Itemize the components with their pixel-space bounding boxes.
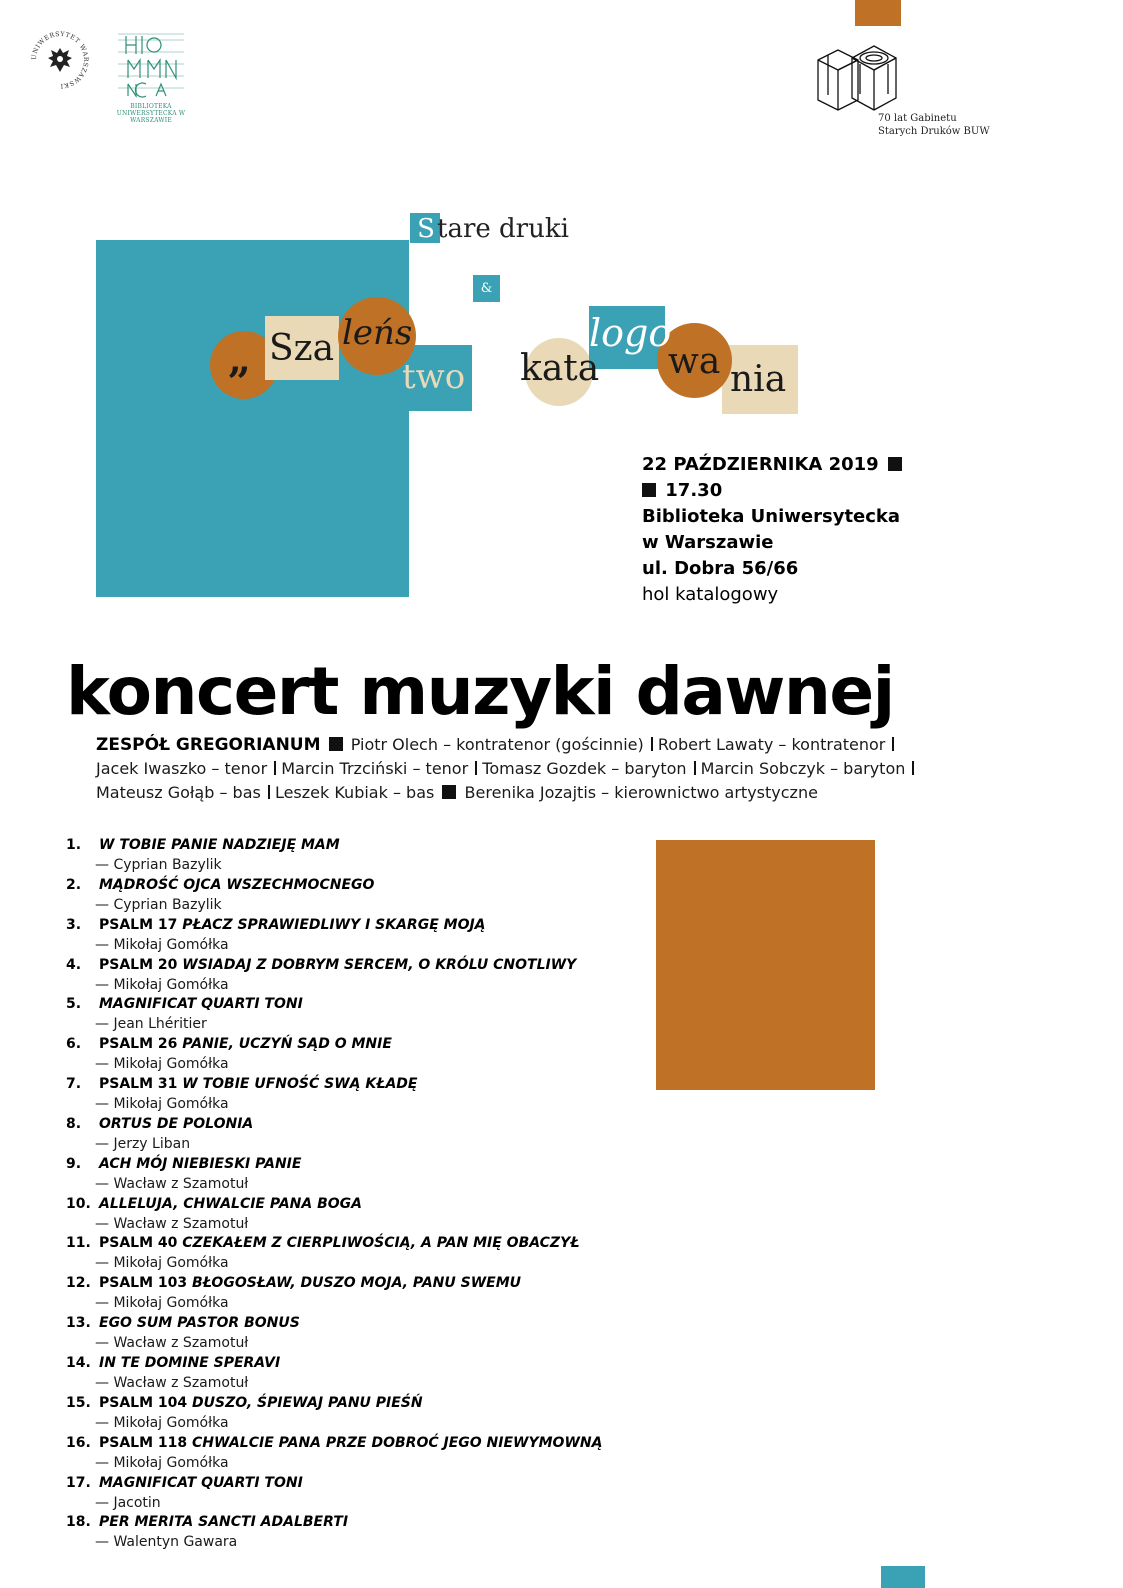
- program-item: [66, 1155, 626, 1195]
- cabinet-caption-line1: 70 lat Gabinetu: [878, 113, 957, 124]
- ensemble-member: Leszek Kubiak – bas: [274, 783, 435, 802]
- program-composer: — Jean Lhéritier: [95, 1016, 207, 1033]
- program-number: 4.: [66, 956, 82, 973]
- library-logo-text: BIBLIOTEKA UNIWERSYTECKA W WARSZAWIE: [116, 103, 186, 124]
- program-work: DUSZO, ŚPIEWAJ PANU PIEŚŃ: [192, 1394, 423, 1411]
- cabinet-70-years-logo: [812, 40, 902, 120]
- event-info: [642, 452, 972, 608]
- ensemble-member: Marcin Sobczyk – baryton: [700, 759, 906, 778]
- program-composer: — Mikołaj Gomółka: [95, 976, 229, 993]
- program-title: [99, 956, 576, 975]
- program-title: [99, 1195, 362, 1214]
- ensemble-member: Piotr Olech – kontratenor (gościnnie): [350, 735, 644, 754]
- program-number: 17.: [66, 1474, 91, 1491]
- venue-line1: Biblioteka Uniwersytecka: [642, 506, 901, 527]
- program-item: [66, 1115, 626, 1155]
- venue-line2: w Warszawie: [642, 532, 774, 553]
- square-bullet: [329, 737, 343, 751]
- program-work: W TOBIE UFNOŚĆ SWĄ KŁADĘ: [182, 1076, 418, 1093]
- program-composer: — Wacław z Szamotuł: [95, 1175, 249, 1192]
- program-item: [66, 1434, 626, 1474]
- program-composer: — Wacław z Szamotuł: [95, 1374, 249, 1391]
- university-emblem-logo: [28, 28, 92, 92]
- stare-first-letter: S: [417, 214, 435, 244]
- program-title: [99, 1234, 579, 1253]
- program-item: [66, 876, 626, 916]
- program-item: [66, 1354, 626, 1394]
- ensemble-member: Mateusz Gołąb – bas: [96, 783, 261, 802]
- ensemble-name: ZESPÓŁ GREGORIANUM: [96, 735, 321, 755]
- program-title: [99, 1314, 300, 1333]
- program-composer: — Cyprian Bazylik: [95, 896, 222, 913]
- program-item: [66, 1274, 626, 1314]
- program-composer: — Mikołaj Gomółka: [95, 1454, 229, 1471]
- program-title: [99, 876, 374, 895]
- program-number: 18.: [66, 1514, 91, 1531]
- program-prefix: PSALM 26: [99, 1036, 183, 1053]
- hero-teal-square: [96, 240, 409, 597]
- decorative-orange-block: [656, 840, 875, 1090]
- program-prefix: PSALM 104: [99, 1394, 193, 1411]
- program-item: [66, 1513, 626, 1553]
- event-time-line: [642, 478, 972, 504]
- separator-bar: [694, 761, 696, 775]
- program-number: 12.: [66, 1275, 91, 1292]
- program-number: 9.: [66, 1155, 82, 1172]
- szalenstwo-part1: Sza: [269, 328, 335, 369]
- venue-room: hol katalogowy: [642, 584, 779, 605]
- separator-bar: [912, 761, 914, 775]
- bottom-teal-square: [881, 1566, 925, 1588]
- program-composer: — Jacotin: [95, 1494, 161, 1511]
- program-work: IN TE DOMINE SPERAVI: [99, 1354, 281, 1371]
- program-work: MAGNIFICAT QUARTI TONI: [99, 996, 303, 1013]
- ensemble-member: Robert Lawaty – kontratenor: [657, 735, 886, 754]
- program-number: 8.: [66, 1115, 82, 1132]
- program-composer: — Wacław z Szamotuł: [95, 1215, 249, 1232]
- concert-headline: koncert muzyki dawnej: [66, 653, 894, 730]
- program-work: ALLELUJA, CHWALCIE PANA BOGA: [99, 1195, 363, 1212]
- library-logo: [116, 28, 186, 124]
- katalogowania-part2: logo: [589, 311, 672, 355]
- program-title: [99, 995, 303, 1014]
- ensemble-member: Jacek Iwaszko – tenor: [96, 759, 268, 778]
- program-number: 3.: [66, 916, 82, 933]
- program-work: W TOBIE PANIE NADZIEJĘ MAM: [99, 837, 340, 853]
- venue-address: ul. Dobra 56/66: [642, 558, 799, 579]
- program-prefix: PSALM 118: [99, 1434, 193, 1451]
- program-composer: — Mikołaj Gomółka: [95, 1056, 229, 1073]
- program-title: [99, 836, 340, 855]
- program-title: [99, 1474, 303, 1493]
- program-number: 2.: [66, 876, 82, 893]
- event-date: 22 PAŹDZIERNIKA 2019: [642, 454, 879, 475]
- program-composer: — Cyprian Bazylik: [95, 857, 222, 873]
- program-work: CHWALCIE PANA PRZE DOBROĆ JEGO NIEWYMOWNĄ: [192, 1434, 603, 1451]
- cabinet-caption-line2: Starych Druków BUW: [878, 126, 990, 137]
- program-title: [99, 1155, 301, 1174]
- program-title: [99, 1115, 253, 1134]
- szalenstwo-part3: two: [402, 357, 466, 397]
- stare-druki-text: tare druki: [437, 214, 569, 244]
- program-composer: — Mikołaj Gomółka: [95, 1096, 229, 1113]
- program-number: 7.: [66, 1076, 82, 1093]
- program-prefix: PSALM 31: [99, 1076, 183, 1093]
- square-bullet: [642, 483, 656, 497]
- program-prefix: PSALM 103: [99, 1275, 193, 1292]
- program-work: PER MERITA SANCTI ADALBERTI: [99, 1514, 349, 1531]
- program-item: [66, 1394, 626, 1434]
- program-work: ORTUS DE POLONIA: [99, 1115, 254, 1132]
- program-title: [99, 1354, 280, 1373]
- program-number: 1.: [66, 837, 82, 853]
- program-title: [99, 1035, 392, 1054]
- program-title: [99, 1394, 423, 1413]
- ensemble-description: [96, 733, 1036, 805]
- concert-program: [66, 836, 626, 1553]
- program-item: [66, 1075, 626, 1115]
- program-title: [99, 1274, 521, 1293]
- program-item: [66, 1035, 626, 1075]
- top-orange-square: [855, 0, 901, 26]
- program-work: PŁACZ SPRAWIEDLIWY I SKARGĘ MOJĄ: [182, 916, 486, 933]
- program-work: EGO SUM PASTOR BONUS: [99, 1315, 300, 1332]
- program-composer: — Wacław z Szamotuł: [95, 1335, 249, 1352]
- program-prefix: PSALM 17: [99, 916, 183, 933]
- katalogowania-part3: wa: [668, 341, 721, 382]
- separator-bar: [651, 737, 653, 751]
- program-composer: — Mikołaj Gomółka: [95, 936, 229, 953]
- program-item: [66, 995, 626, 1035]
- ampersand-box: &: [473, 275, 500, 302]
- program-work: ACH MÓJ NIEBIESKI PANIE: [99, 1155, 302, 1172]
- program-work: WSIADAJ Z DOBRYM SERCEM, O KRÓLU CNOTLIWY: [182, 956, 577, 973]
- event-date-line: [642, 452, 972, 478]
- program-work: PANIE, UCZYŃ SĄD O MNIE: [182, 1036, 392, 1053]
- program-item: [66, 956, 626, 996]
- program-composer: — Walentyn Gawara: [95, 1534, 238, 1551]
- cabinet-caption: [878, 112, 998, 138]
- program-prefix: PSALM 40: [99, 1235, 183, 1252]
- artistic-director: Berenika Jozajtis – kierownictwo artystyczne: [464, 783, 818, 802]
- program-work: CZEKAŁEM Z CIERPLIWOŚCIĄ, A PAN MIĘ OBACZYŁ: [182, 1235, 580, 1252]
- program-work: MAGNIFICAT QUARTI TONI: [99, 1474, 303, 1491]
- separator-bar: [268, 785, 270, 799]
- szalenstwo-part2: leńs: [342, 313, 413, 353]
- separator-bar: [892, 737, 894, 751]
- separator-bar: [475, 761, 477, 775]
- opening-quote-mark: „: [228, 336, 252, 383]
- katalogowania-part4: nia: [730, 359, 787, 400]
- program-composer: — Mikołaj Gomółka: [95, 1414, 229, 1431]
- program-item: [66, 836, 626, 876]
- svg-text:UNIWERSYTET WARSZAWSKI: UNIWERSYTET WARSZAWSKI: [30, 30, 90, 90]
- program-item: [66, 1474, 626, 1514]
- program-number: 11.: [66, 1235, 91, 1252]
- program-title: [99, 1075, 417, 1094]
- program-number: 5.: [66, 996, 82, 1013]
- program-composer: — Mikołaj Gomółka: [95, 1295, 229, 1312]
- program-title: [99, 1513, 348, 1532]
- square-bullet: [888, 457, 902, 471]
- program-number: 10.: [66, 1195, 91, 1212]
- square-bullet: [442, 785, 456, 799]
- program-composer: — Mikołaj Gomółka: [95, 1255, 229, 1272]
- program-number: 6.: [66, 1036, 82, 1053]
- program-number: 15.: [66, 1394, 91, 1411]
- program-number: 14.: [66, 1354, 91, 1371]
- katalogowania-part1: kata: [520, 348, 600, 389]
- program-item: [66, 1234, 626, 1274]
- program-title: [99, 916, 486, 935]
- program-item: [66, 916, 626, 956]
- ensemble-member: Tomasz Gozdek – baryton: [482, 759, 687, 778]
- ensemble-member: Marcin Trzciński – tenor: [281, 759, 469, 778]
- program-title: [99, 1434, 602, 1453]
- program-work: BŁOGOSŁAW, DUSZO MOJA, PANU SWEMU: [192, 1275, 522, 1292]
- program-number: 16.: [66, 1434, 91, 1451]
- program-work: MĄDROŚĆ OJCA WSZECHMOCNEGO: [99, 876, 375, 893]
- program-number: 13.: [66, 1315, 91, 1332]
- program-item: [66, 1314, 626, 1354]
- separator-bar: [274, 761, 276, 775]
- program-item: [66, 1195, 626, 1235]
- program-composer: — Jerzy Liban: [95, 1135, 191, 1152]
- program-prefix: PSALM 20: [99, 956, 183, 973]
- event-time: 17.30: [665, 480, 723, 501]
